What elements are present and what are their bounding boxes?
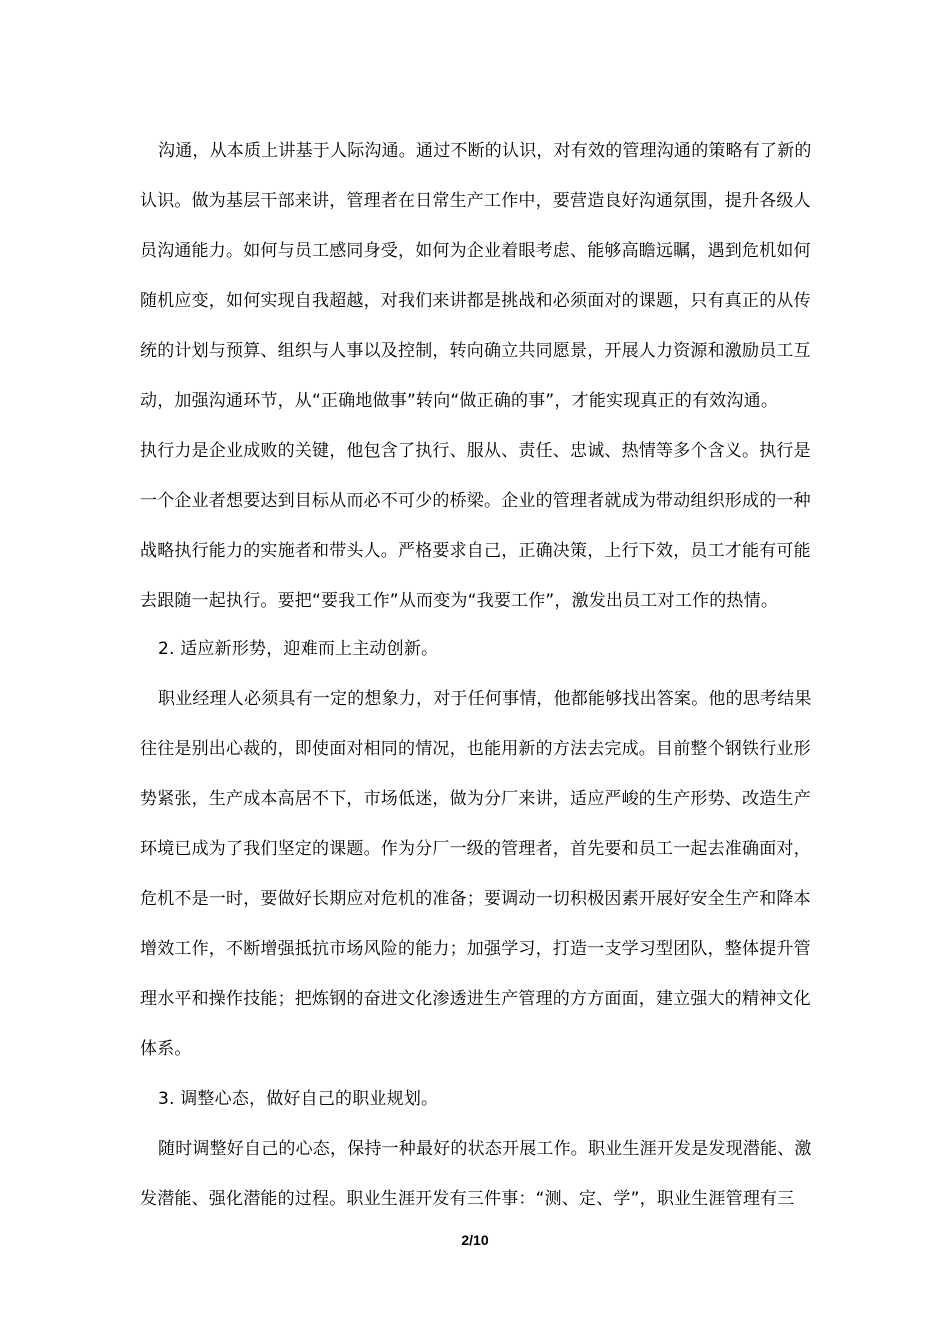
text-line: 认识。做为基层干部来讲，管理者在日常生产工作中，要营造良好沟通氛围，提升各级人 — [140, 191, 811, 211]
text-line: 随时调整好自己的心态，保持一种最好的状态开展工作。职业生涯开发是发现潜能、激 — [158, 1139, 812, 1159]
text-line: 职业经理人必须具有一定的想象力，对于任何事情，他都能够找出答案。他的思考结果 — [158, 689, 812, 709]
text-line: 理水平和操作技能；把炼钢的奋进文化渗透进生产管理的方方面面，建立强大的精神文化 — [140, 989, 811, 1009]
text-line: 增效工作，不断增强抵抗市场风险的能力；加强学习，打造一支学习型团队，整体提升管 — [140, 939, 811, 959]
section-heading: 2. 适应新形势，迎难而上主动创新。 — [158, 639, 439, 659]
text-line: 员沟通能力。如何与员工感同身受，如何为企业着眼考虑、能够高瞻远瞩，遇到危机如何 — [140, 241, 811, 261]
text-line: 去跟随一起执行。要把“要我工作”从而变为“我要工作”，激发出员工对工作的热情。 — [140, 591, 779, 611]
text-line: 体系。 — [140, 1039, 192, 1059]
text-line: 往往是别出心裁的，即使面对相同的情况，也能用新的方法去完成。目前整个钢铁行业形 — [140, 739, 811, 759]
text-line: 一个企业者想要达到目标从而必不可少的桥梁。企业的管理者就成为带动组织形成的一种 — [140, 491, 811, 511]
text-line: 统的计划与预算、组织与人事以及控制，转向确立共同愿景，开展人力资源和激励员工互 — [140, 341, 811, 361]
text-line: 执行力是企业成败的关键，他包含了执行、服从、责任、忠诚、热情等多个含义。执行是 — [140, 441, 811, 461]
text-line: 随机应变，如何实现自我超越，对我们来讲都是挑战和必须面对的课题，只有真正的从传 — [140, 291, 811, 311]
text-line: 沟通，从本质上讲基于人际沟通。通过不断的认识，对有效的管理沟通的策略有了新的 — [158, 141, 812, 161]
text-line: 发潜能、强化潜能的过程。职业生涯开发有三件事：“测、定、学”，职业生涯管理有三 — [140, 1189, 795, 1209]
text-line: 环境已成为了我们坚定的课题。作为分厂一级的管理者，首先要和员工一起去准确面对， — [140, 839, 811, 859]
page-number: 2/10 — [461, 1232, 489, 1248]
text-line: 势紧张，生产成本高居不下，市场低迷，做为分厂来讲，适应严峻的生产形势、改造生产 — [140, 789, 811, 809]
text-line: 战略执行能力的实施者和带头人。严格要求自己，正确决策，上行下效，员工才能有可能 — [140, 541, 811, 561]
text-line: 危机不是一时，要做好长期应对危机的准备；要调动一切积极因素开展好安全生产和降本 — [140, 889, 811, 909]
section-heading: 3. 调整心态，做好自己的职业规划。 — [158, 1089, 439, 1109]
text-line: 动，加强沟通环节，从“正确地做事”转向“做正确的事”，才能实现真正的有效沟通。 — [140, 391, 779, 411]
